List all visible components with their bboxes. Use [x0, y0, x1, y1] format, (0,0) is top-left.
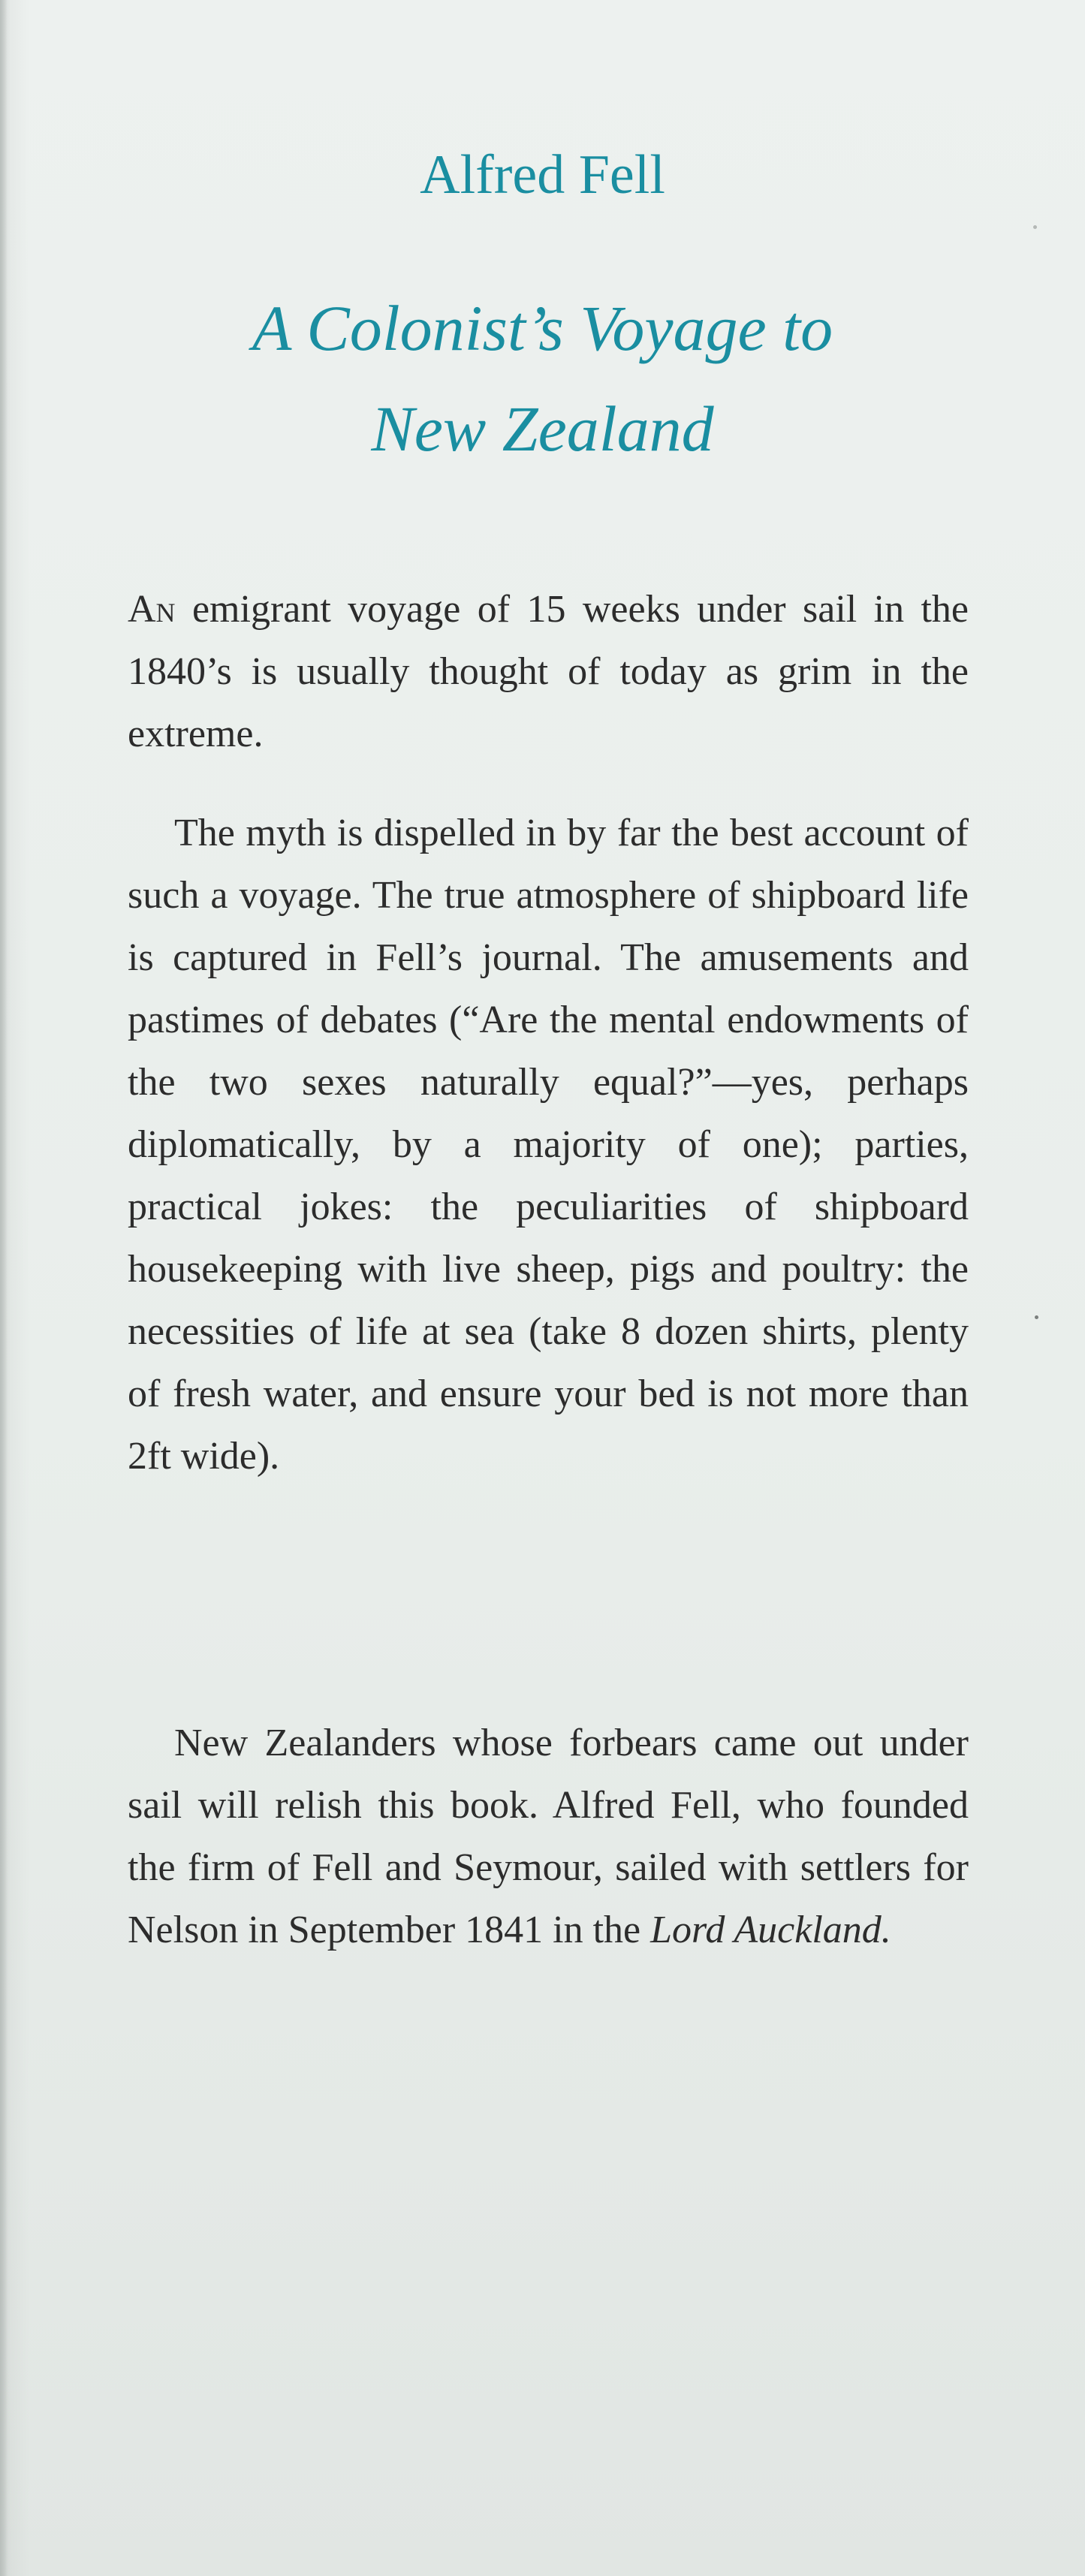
- ship-name: Lord Auckland.: [650, 1909, 891, 1951]
- paper-speck: [1035, 1315, 1038, 1319]
- blurb-paragraph-3-text: New Zealanders whose forbears came out under sail will relish this book. Alfred Fell, who founded the firm of Fell and Seymour, sailed with settlers for Nelson in September 1841 in the: [128, 1722, 969, 1951]
- book-title: [0, 278, 1085, 479]
- blurb-paragraph-1-text: emigrant voyage of 15 weeks under sail in the 1840’s is usually thought of today as grim in the extreme.: [128, 588, 969, 755]
- blurb-paragraph-3: [128, 1712, 969, 1961]
- paper-speck: [1033, 225, 1037, 229]
- blurb-paragraph-1: [128, 578, 969, 765]
- title-line-2: New Zealand: [371, 393, 714, 465]
- title-line-1: A Colonist’s Voyage to: [252, 292, 833, 364]
- blurb-paragraph-2: The myth is dispelled in by far the best account of such a voyage. The true atmosphere of shipboard life is captured in Fell’s journal. The amusements and pastimes of debates (“Are the mental endowments of the two sexes naturally equal?”—yes, perhaps diplomatically, by a majority of one); parties, practical jokes: the peculiarities of shipboard housekeeping with live sheep, pigs and poultry: the necessities of life at sea (take 8 dozen shirts, plenty of fresh water, and ensure your bed is not more than 2ft wide).: [128, 812, 969, 1478]
- blurb-lead-word: An: [128, 588, 176, 631]
- author-name: Alfred Fell: [420, 144, 665, 206]
